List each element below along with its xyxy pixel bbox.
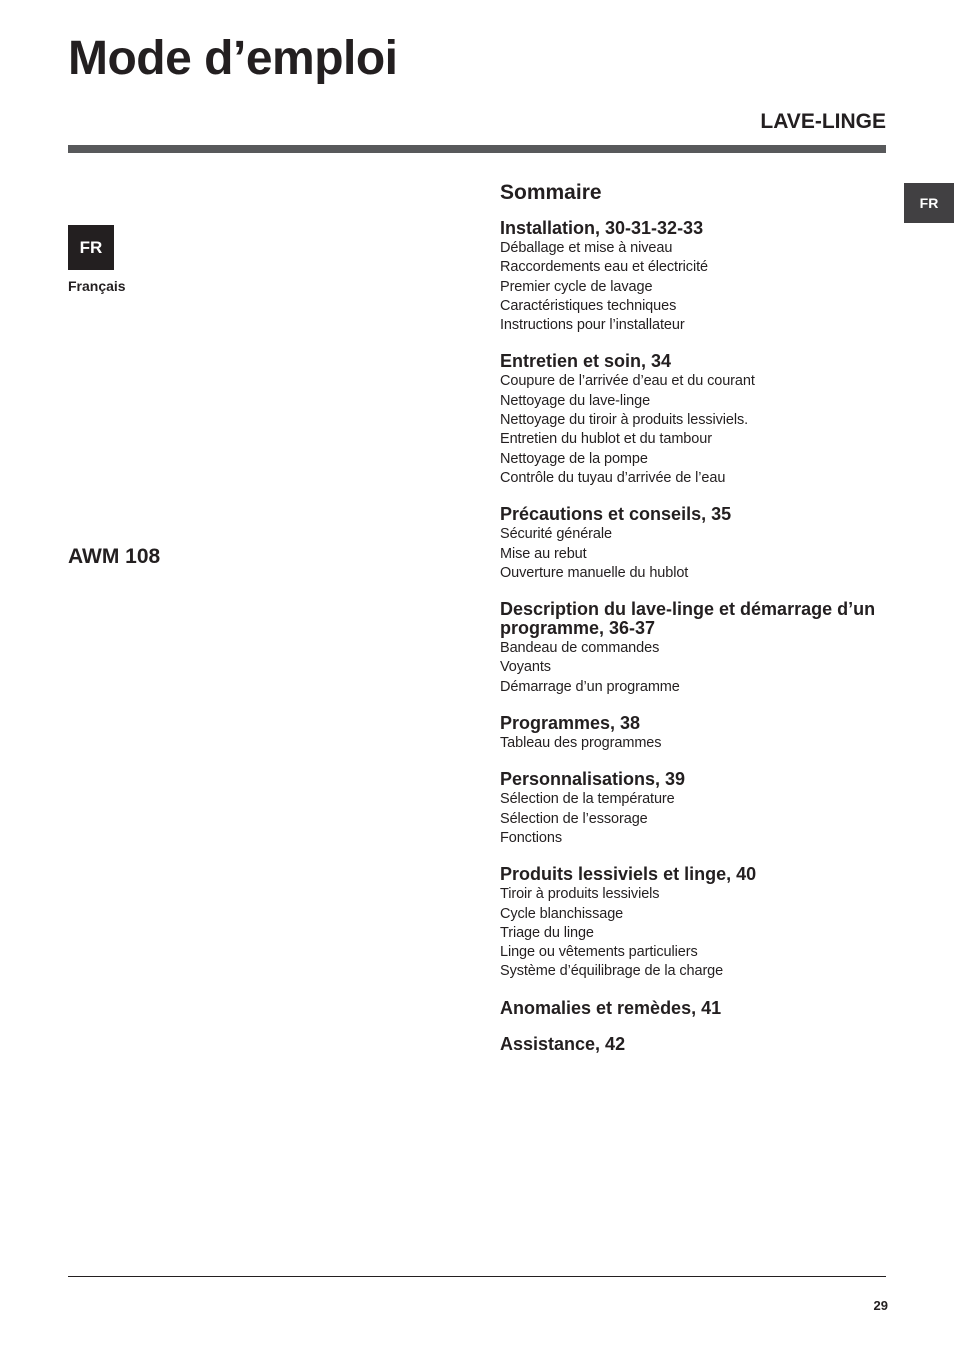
toc-item: Bandeau de commandes [500, 640, 660, 657]
toc-item: Système d’équilibrage de la charge [500, 963, 724, 980]
toc-section [500, 770, 890, 848]
language-label: Français [68, 278, 126, 294]
toc-section-heading: Description du lave-linge et démarrage d’un programme, 36-37 [500, 599, 876, 639]
toc-item: Fonctions [500, 829, 562, 846]
toc-item: Sécurité générale [500, 526, 612, 543]
toc-section-heading: Personnalisations, 39 [500, 769, 686, 790]
toc-item: Tableau des programmes [500, 735, 662, 752]
toc-item: Entretien du hublot et du tambour [500, 431, 712, 448]
language-badge: FR [68, 225, 114, 270]
toc-item: Caractéristiques techniques [500, 297, 677, 314]
toc-item: Cycle blanchissage [500, 905, 624, 922]
toc-item: Ouverture manuelle du hublot [500, 564, 689, 581]
toc-section-heading: Entretien et soin, 34 [500, 351, 672, 372]
toc-item: Contrôle du tuyau d’arrivée de l’eau [500, 469, 726, 486]
product-type-label: LAVE-LINGE [760, 110, 886, 133]
toc-item: Nettoyage de la pompe [500, 450, 648, 467]
toc-section [500, 865, 890, 981]
toc-item: Raccordements eau et électricité [500, 259, 708, 276]
footer-divider [68, 1276, 886, 1277]
toc-section-heading: Assistance, 42 [500, 1033, 626, 1054]
toc-item: Triage du linge [500, 924, 594, 941]
toc-section-heading: Programmes, 38 [500, 713, 641, 734]
toc-item: Nettoyage du lave-linge [500, 392, 651, 409]
toc-item: Voyants [500, 659, 551, 676]
toc-section-heading: Installation, 30-31-32-33 [500, 218, 704, 238]
toc-sections [500, 219, 890, 1054]
toc-title: Sommaire [500, 181, 602, 204]
toc-item: Mise au rebut [500, 545, 587, 562]
toc-item: Sélection de l’essorage [500, 810, 648, 827]
toc-item: Sélection de la température [500, 791, 675, 808]
toc-section-heading: Précautions et conseils, 35 [500, 504, 732, 525]
model-name: AWM 108 [68, 545, 161, 568]
toc-section [500, 505, 890, 583]
header-divider [68, 145, 886, 153]
toc-item: Tiroir à produits lessiviels [500, 886, 660, 903]
page-number: 29 [873, 1298, 888, 1313]
toc-item: Démarrage d’un programme [500, 678, 680, 695]
toc-item: Linge ou vêtements particuliers [500, 944, 698, 961]
toc-item: Nettoyage du tiroir à produits lessiviels. [500, 412, 749, 429]
language-side-tab: FR [904, 183, 954, 223]
toc-item: Coupure de l’arrivée d’eau et du courant [500, 373, 755, 390]
toc-section [500, 714, 890, 753]
table-of-contents [500, 180, 890, 1071]
toc-section [500, 219, 890, 335]
toc-section [500, 1035, 890, 1054]
toc-section-heading: Anomalies et remèdes, 41 [500, 997, 722, 1018]
toc-section [500, 999, 890, 1018]
page-title: Mode d’emploi [68, 32, 398, 85]
toc-item: Instructions pour l’installateur [500, 317, 685, 334]
toc-section [500, 352, 890, 488]
toc-section-heading: Produits lessiviels et linge, 40 [500, 864, 757, 885]
toc-item: Déballage et mise à niveau [500, 240, 673, 256]
toc-section [500, 600, 890, 697]
toc-item: Premier cycle de lavage [500, 278, 653, 295]
